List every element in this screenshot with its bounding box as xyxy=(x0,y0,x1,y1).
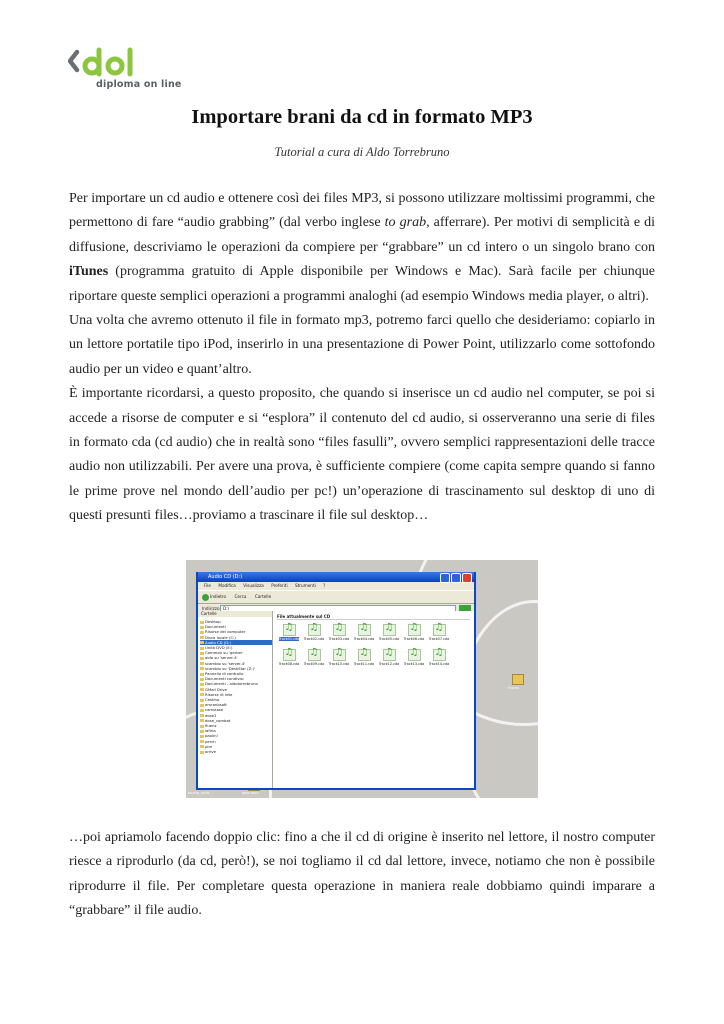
paragraph-2: Una volta che avremo ottenuto il file in formato mp3, potremo farci quello che desideriamo: copiarlo in un lettore portatile tipo iPod, inserirlo in una presentazione di Power Point, utilizzarlo come sottofondo audio per un video e quant’altro. xyxy=(69,313,655,377)
window-body xyxy=(198,611,474,788)
folder-tree-item[interactable]: Common su 'gerber' xyxy=(200,650,272,655)
menu-bar xyxy=(198,582,474,590)
file-pane xyxy=(273,611,474,788)
audio-track-icon xyxy=(283,649,296,661)
window-titlebar[interactable] xyxy=(198,572,474,582)
cda-file-item[interactable] xyxy=(427,649,451,666)
dol-logo-mark xyxy=(68,44,208,78)
window-controls xyxy=(440,573,472,583)
p1-text-b: , afferrare). Per motivi di semplicità e di diffusione, descriviamo le operazioni da compiere per “grabbare” un cd intero o un singolo brano con xyxy=(69,215,656,255)
audio-track-icon xyxy=(383,649,396,661)
cda-file-item[interactable] xyxy=(352,649,376,666)
address-input[interactable]: D:\ xyxy=(220,605,456,613)
cda-file-item[interactable] xyxy=(402,649,426,666)
folder-tree-header: Cartelle xyxy=(198,611,272,617)
cda-file-item[interactable] xyxy=(302,624,326,641)
folders-label: Cartelle xyxy=(254,594,272,599)
cda-file-label: Track09.cda xyxy=(303,662,325,666)
folder-tree-item[interactable]: fluenz xyxy=(200,723,272,728)
menu-visualizza[interactable]: Visualizza xyxy=(243,583,264,588)
cda-file-item[interactable] xyxy=(377,649,401,666)
back-button[interactable] xyxy=(202,594,226,599)
explorer-window xyxy=(196,572,476,790)
desktop-file-label: studio_sicilt... xyxy=(188,791,213,795)
cda-file-label: Track13.cda xyxy=(403,662,425,666)
search-button[interactable] xyxy=(234,594,246,599)
menu-file[interactable]: File xyxy=(204,583,212,588)
explorer-screenshot xyxy=(186,560,538,798)
logo xyxy=(68,44,208,94)
cda-file-label: Track07.cda xyxy=(428,637,450,641)
folder-tree-item[interactable]: Documenti condivisi xyxy=(200,676,272,681)
cda-file-label: Track05.cda xyxy=(378,637,400,641)
cda-file-item[interactable] xyxy=(352,624,376,641)
cda-file-label: Track06.cda xyxy=(403,637,425,641)
folder-tree-item[interactable]: amranbsoft xyxy=(200,702,272,707)
folder-tree-item[interactable]: paolini xyxy=(200,733,272,738)
folder-tree-item[interactable]: Documenti - aldotorrebruno xyxy=(200,681,272,686)
audio-track-icon xyxy=(308,649,321,661)
folders-button[interactable] xyxy=(255,594,271,599)
p1-text-c: (programma gratuito di Apple disponibile per Windows e Mac). Sarà facile per chiunque riportare queste semplici operazioni a programmi analoghi (ad esempio Windows media player, o altri). xyxy=(69,264,655,304)
folder-tree xyxy=(198,611,273,788)
cda-file-label: Track11.cda xyxy=(353,662,375,666)
folder-tree-item[interactable]: Risorse di rete xyxy=(200,692,272,697)
cda-file-item[interactable] xyxy=(302,649,326,666)
audio-track-icon xyxy=(358,624,371,636)
audio-track-icon xyxy=(433,624,446,636)
folder-tree-item[interactable]: perch xyxy=(200,739,272,744)
menu-preferiti[interactable]: Preferiti xyxy=(271,583,288,588)
desktop-file-icon[interactable] xyxy=(512,674,524,685)
folder-tree-item[interactable]: Documenti xyxy=(200,624,272,629)
menu-help[interactable]: ? xyxy=(323,583,326,588)
cda-file-label: Track04.cda xyxy=(353,637,375,641)
document-subtitle: Tutorial a cura di Aldo Torrebruno xyxy=(274,145,450,159)
p1-bold-term: iTunes xyxy=(69,264,109,280)
cda-file-label: Track08.cda xyxy=(278,662,300,666)
folder-tree-item[interactable]: aldo su 'server-4' xyxy=(200,655,272,660)
cda-file-item[interactable] xyxy=(277,649,301,666)
folder-tree-item[interactable]: arrive xyxy=(200,749,272,754)
minimize-button[interactable] xyxy=(440,573,450,583)
cda-file-item[interactable] xyxy=(427,624,451,641)
file-pane-header: File attualmente sul CD xyxy=(277,614,470,620)
cda-file-label: Track02.cda xyxy=(303,637,325,641)
audio-track-icon xyxy=(358,649,371,661)
search-label: Cerca xyxy=(234,594,247,599)
cda-file-item[interactable] xyxy=(327,649,351,666)
folder-tree-items xyxy=(200,619,272,754)
folder-tree-item[interactable]: Desktop xyxy=(200,619,272,624)
folder-tree-item[interactable]: dose_combat xyxy=(200,718,272,723)
body-text-bottom xyxy=(69,826,655,924)
folder-tree-item[interactable]: scambio su 'DeskStar (Z:)' xyxy=(200,666,272,671)
body-text-top xyxy=(69,187,655,529)
cda-file-label: Track01.cda xyxy=(278,637,300,641)
cda-file-item[interactable] xyxy=(277,624,301,641)
back-label: Indietro xyxy=(210,594,227,599)
folder-tree-item[interactable]: Pannello di controllo xyxy=(200,671,272,676)
window-title: Audio CD (D:) xyxy=(208,574,243,580)
cda-file-label: Track03.cda xyxy=(328,637,350,641)
toolbar xyxy=(198,590,474,604)
maximize-button[interactable] xyxy=(451,573,461,583)
p1-italic-term: to grab xyxy=(384,215,427,231)
menu-modifica[interactable]: Modifica xyxy=(218,583,236,588)
folder-tree-item[interactable]: lafirla xyxy=(200,728,272,733)
paragraph-4: …poi apriamolo facendo doppio clic: fino a che il cd di origine è inserito nel lettore, il nostro computer riesce a riprodurlo (da cd, però!), se noi togliamo il cd dal lettore, invece, notiamo che non è possibile riprodurre il file. Per completare questa operazione in maniera reale dobbiamo quindi imparare a “grabbare” il file audio. xyxy=(69,830,655,919)
paragraph-1 xyxy=(69,187,655,309)
audio-track-icon xyxy=(383,624,396,636)
p1-text-a: Per importare un cd audio e ottenere così dei files MP3, si possono utilizzare moltissimi programmi, che permettono di fare “audio grabbing” (dal verbo inglese xyxy=(69,191,655,231)
audio-track-icon xyxy=(333,624,346,636)
cda-file-label: Track10.cda xyxy=(328,662,350,666)
cda-file-item[interactable] xyxy=(377,624,401,641)
cda-file-label: Track12.cda xyxy=(378,662,400,666)
folder-tree-item[interactable]: Audio CD (D:) xyxy=(200,640,272,645)
folder-tree-item[interactable]: dose1 xyxy=(200,713,272,718)
folder-tree-item[interactable]: scambio su 'server-4' xyxy=(200,661,272,666)
cda-file-item[interactable] xyxy=(402,624,426,641)
address-label: Indirizzo xyxy=(202,606,220,611)
audio-track-icon xyxy=(433,649,446,661)
menu-strumenti[interactable]: Strumenti xyxy=(294,583,316,588)
folder-tree-item[interactable]: Disco locale (C:) xyxy=(200,635,272,640)
audio-track-icon xyxy=(408,624,421,636)
cda-file-label: Track14.cda xyxy=(428,662,450,666)
audio-track-icon xyxy=(283,624,296,636)
audio-track-icon xyxy=(408,649,421,661)
folder-tree-item[interactable]: Risorse del computer xyxy=(200,629,272,634)
desktop-file-label: ipod.ipod xyxy=(242,791,259,795)
close-button[interactable] xyxy=(462,573,472,583)
folder-tree-item[interactable]: GMail Drive xyxy=(200,687,272,692)
folder-tree-item[interactable]: pim xyxy=(200,744,272,749)
folder-tree-item[interactable]: Cestino xyxy=(200,697,272,702)
logo-subtitle: diploma on line xyxy=(96,79,182,90)
folder-tree-item[interactable]: camstase xyxy=(200,707,272,712)
audio-track-icon xyxy=(333,649,346,661)
desktop-file-label: tracks xyxy=(508,686,520,690)
audio-track-icon xyxy=(308,624,321,636)
folder-tree-item[interactable]: Unità DVD (E:) xyxy=(200,645,272,650)
file-grid xyxy=(277,624,470,666)
paragraph-3: È importante ricordarsi, a questo proposito, che quando si inserisce un cd audio nel computer, se poi si accede a risorse de computer e si “esplora” il contenuto del cd audio, si osserveranno una serie di files in formato cda (cd audio) che in realtà sono “files fasulli”, ovvero semplici rappresentazioni delle tracce audio non utilizzabili. Per avere una prova, è sufficiente compiere (come capita sempre quando si fanno le prime prove nel mondo dell’audio per pc!) un’operazione di trascinamento sul desktop di uno di questi presunti files…proviamo a trascinare il file sul desktop… xyxy=(69,386,655,524)
cda-file-item[interactable] xyxy=(327,624,351,641)
back-arrow-icon xyxy=(202,594,209,601)
document-title: Importare brani da cd in formato MP3 xyxy=(191,106,533,128)
